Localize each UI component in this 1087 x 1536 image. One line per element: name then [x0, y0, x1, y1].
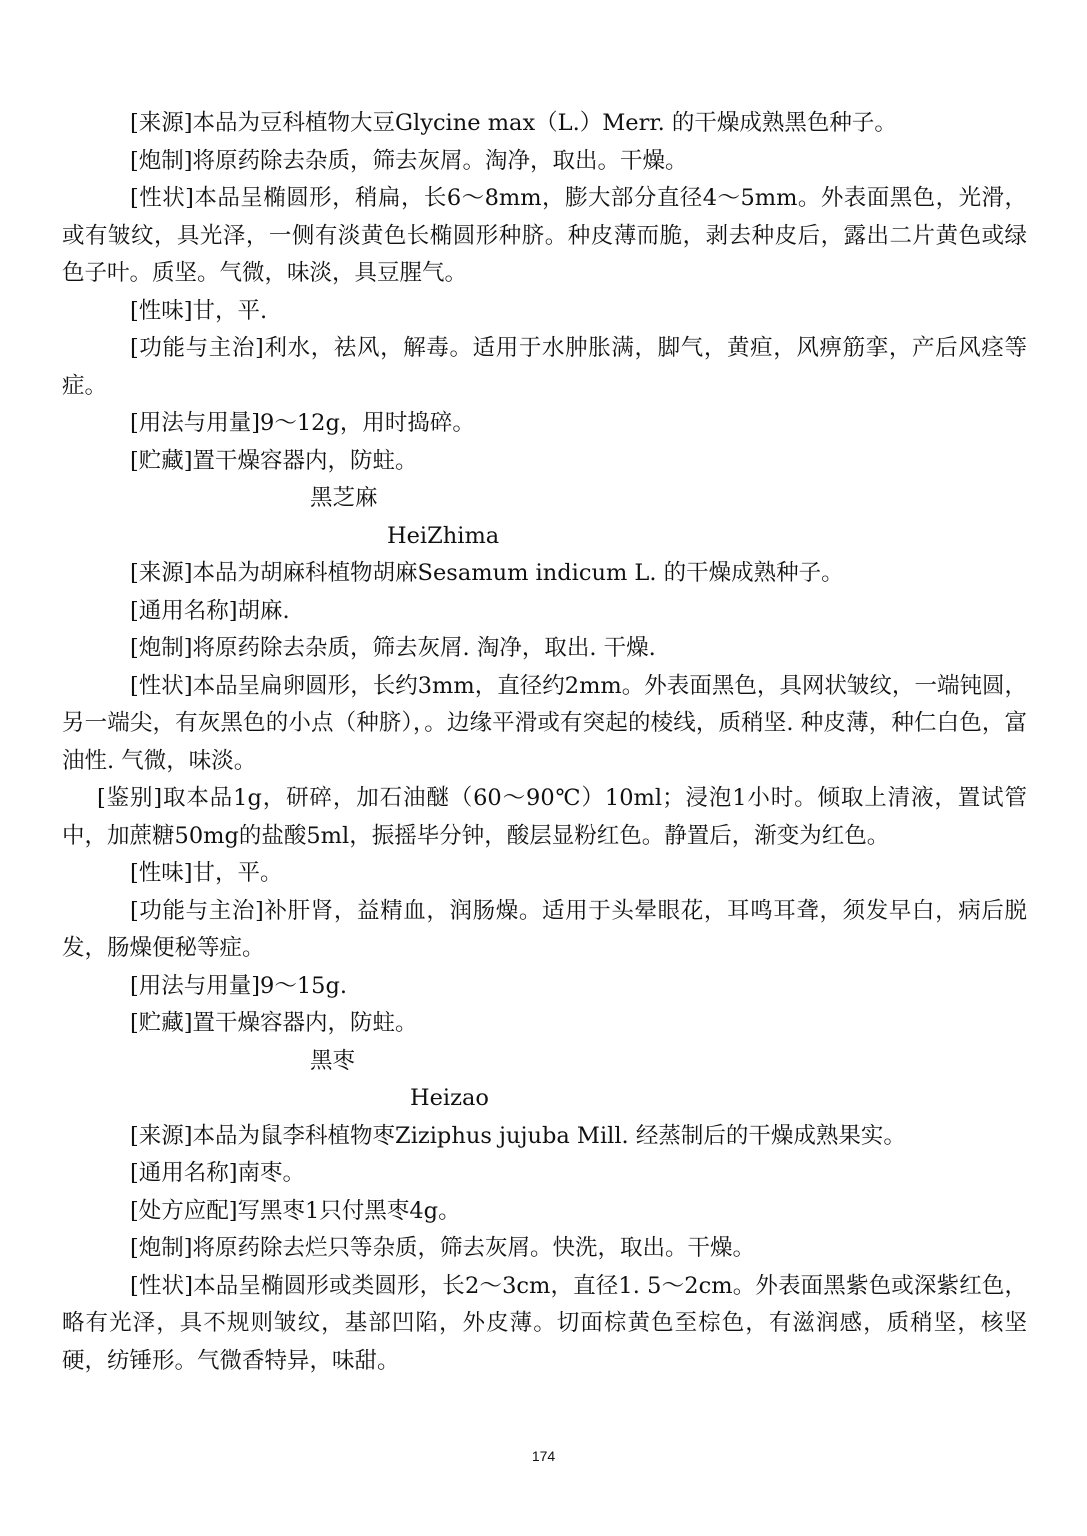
heizao-prescription: [处方应配]写黑枣1只付黑枣4g。 — [130, 1197, 461, 1224]
heizao-source: [来源]本品为鼠李科植物枣Ziziphus jujuba Mill. 经蒸制后的干燥成熟果实。 — [130, 1122, 906, 1149]
heizhima-function: [功能与主治]补肝肾，益精血，润肠燥。适用于头晕眼花，耳鸣耳聋，须发早白，病后脱发，肠燥便秘等症。 — [62, 897, 1027, 961]
heidou-storage: [贮藏]置干燥容器内，防蛀。 — [130, 447, 418, 474]
heizao-title: 黑枣 — [310, 1047, 356, 1074]
document-page — [62, 105, 1027, 1380]
heizao-character: [性状]本品呈椭圆形或类圆形，长2～3cm，直径1. 5～2cm。外表面黑紫色或深紫红色，略有光泽，具不规则皱纹，基部凹陷，外皮薄。切面棕黄色至棕色，有滋润感，质稍坚，核坚硬，纺锤形。气微香特异，味甜。 — [62, 1272, 1027, 1374]
page-number: 174 — [531, 1448, 556, 1464]
heizao-pinyin: Heizao — [410, 1085, 489, 1111]
heidou-dosage: [用法与用量]9～12g，用时捣碎。 — [130, 410, 475, 436]
heizhima-character: [性状]本品呈扁卵圆形，长约3mm，直径约2mm。外表面黑色，具网状皱纹，一端钝圆，另一端尖，有灰黑色的小点（种脐），。边缘平滑或有突起的棱线，质稍坚. 种皮薄，种仁白色，富油性. 气微，味淡。 — [62, 672, 1027, 774]
heizhima-storage: [贮藏]置干燥容器内，防蛀。 — [130, 1010, 418, 1036]
heizhima-source: [来源]本品为胡麻科植物胡麻Sesamum indicum L. 的干燥成熟种子。 — [130, 560, 844, 586]
heidou-source: [来源]本品为豆科植物大豆Glycine max（L.）Merr. 的干燥成熟黑色种子。 — [130, 110, 897, 136]
heizhima-processing: [炮制]将原药除去杂质，筛去灰屑. 淘净，取出. 干燥. — [130, 635, 656, 661]
heizhima-identification: [鉴别]取本品1g，研碎，加石油醚（60～90℃）10ml；浸泡1小时。倾取上清液，置试管中，加蔗糖50mg的盐酸5ml，振摇毕分钟，酸层显粉红色。静置后，渐变为红色。 — [62, 785, 1027, 849]
heizhima-taste: [性味]甘，平。 — [130, 860, 283, 886]
heizhima-common-name: [通用名称]胡麻. — [130, 597, 290, 624]
heidou-processing: [炮制]将原药除去杂质，筛去灰屑。淘净，取出。干燥。 — [130, 147, 688, 174]
heidou-taste: [性味]甘，平. — [130, 297, 268, 324]
heizhima-dosage: [用法与用量]9～15g. — [130, 972, 348, 999]
heizhima-title: 黑芝麻 — [310, 485, 378, 511]
heizao-processing: [炮制]将原药除去烂只等杂质，筛去灰屑。快洗，取出。干燥。 — [130, 1235, 756, 1261]
heidou-character: [性状]本品呈椭圆形，稍扁，长6～8mm，膨大部分直径4～5mm。外表面黑色，光滑，或有皱纹，具光泽，一侧有淡黄色长椭圆形种脐。种皮薄而脆，剥去种皮后，露出二片黄色或绿色子叶。质坚。气微，味淡，具豆腥气。 — [62, 185, 1027, 286]
heidou-function: [功能与主治]利水，祛风，解毒。适用于水肿胀满，脚气，黄疸，风痹筋挛，产后风痉等症。 — [62, 335, 1027, 399]
heizhima-pinyin: HeiZhima — [387, 522, 500, 549]
heizao-common-name: [通用名称]南枣。 — [130, 1160, 306, 1186]
